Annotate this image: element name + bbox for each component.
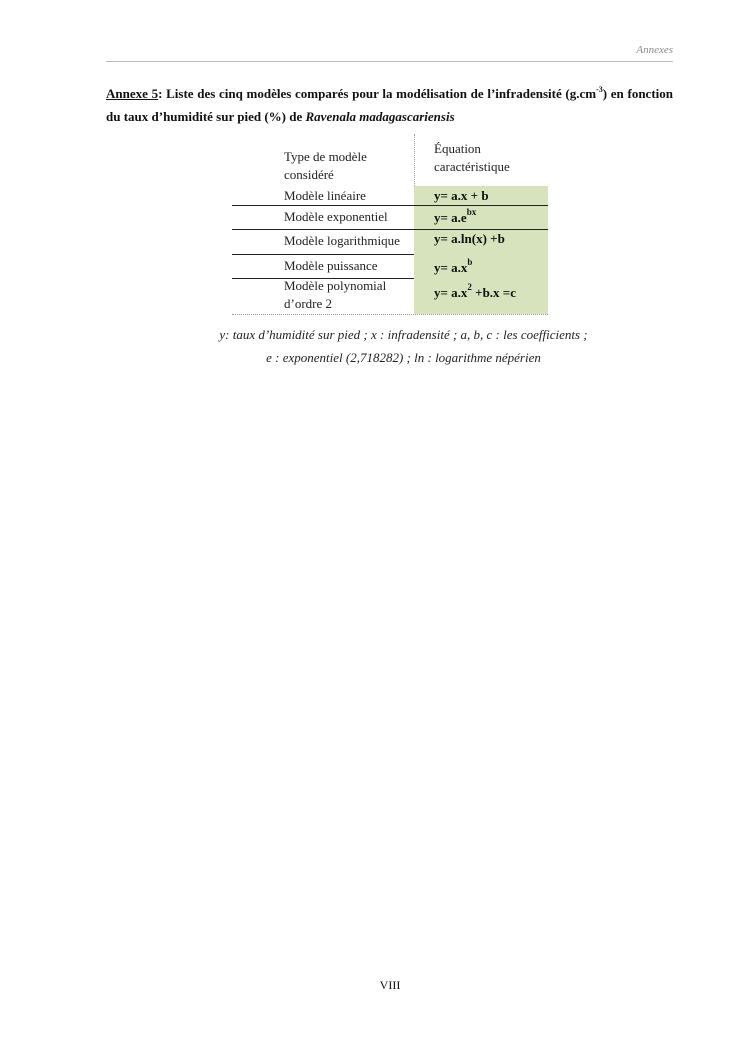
header-divider [106,61,673,62]
header-model-type: Type de modèle considéré [284,149,367,182]
caption-species: Ravenala madagascariensis [305,109,455,124]
table-note-line-2: e : exponentiel (2,718282) ; ln : logarithme népérien [266,350,541,365]
table-note-line-1: y: taux d’humidité sur pied ; x : infradensité ; a, b, c : les coefficients ; [219,327,588,342]
table-caption [106,82,673,128]
caption-text-a: : Liste des cinq modèles comparés pour la modélisation de l’infradensité (g.cm [158,86,597,101]
caption-superscript: -3 [596,85,603,94]
page-number: VIII [379,978,401,992]
table-row-equation: $y= a.x^b$ [434,257,473,275]
table-row-equation: $y= a.e^{bx}$ [434,207,477,225]
row-divider [232,254,414,255]
caption-text-b: ) en fonction du taux d’humidité sur pied (%) de [106,86,673,124]
row-divider [232,205,548,206]
caption-label: Annexe 5 [106,86,159,101]
table-row-equation: y= a.x + b [434,188,489,203]
models-table [232,134,548,316]
table-row-equation: $y= a.x^2 +b.x =c$ [434,282,516,300]
table-row-model: Modèle linéaire [284,188,366,203]
table-row-model: Modèle exponentiel [284,209,388,224]
table-bottom-border [232,314,548,315]
header-column-divider [414,134,415,186]
running-header: Annexes [636,44,673,56]
table-row-model: Modèle polynomial d’ordre 2 [284,278,387,311]
table-row-model: Modèle puissance [284,258,378,273]
header-equation: Équation caractéristique [434,141,510,174]
table-row-equation: y= a.ln(x) +b [434,231,505,246]
table-row-model: Modèle logarithmique [284,233,400,248]
